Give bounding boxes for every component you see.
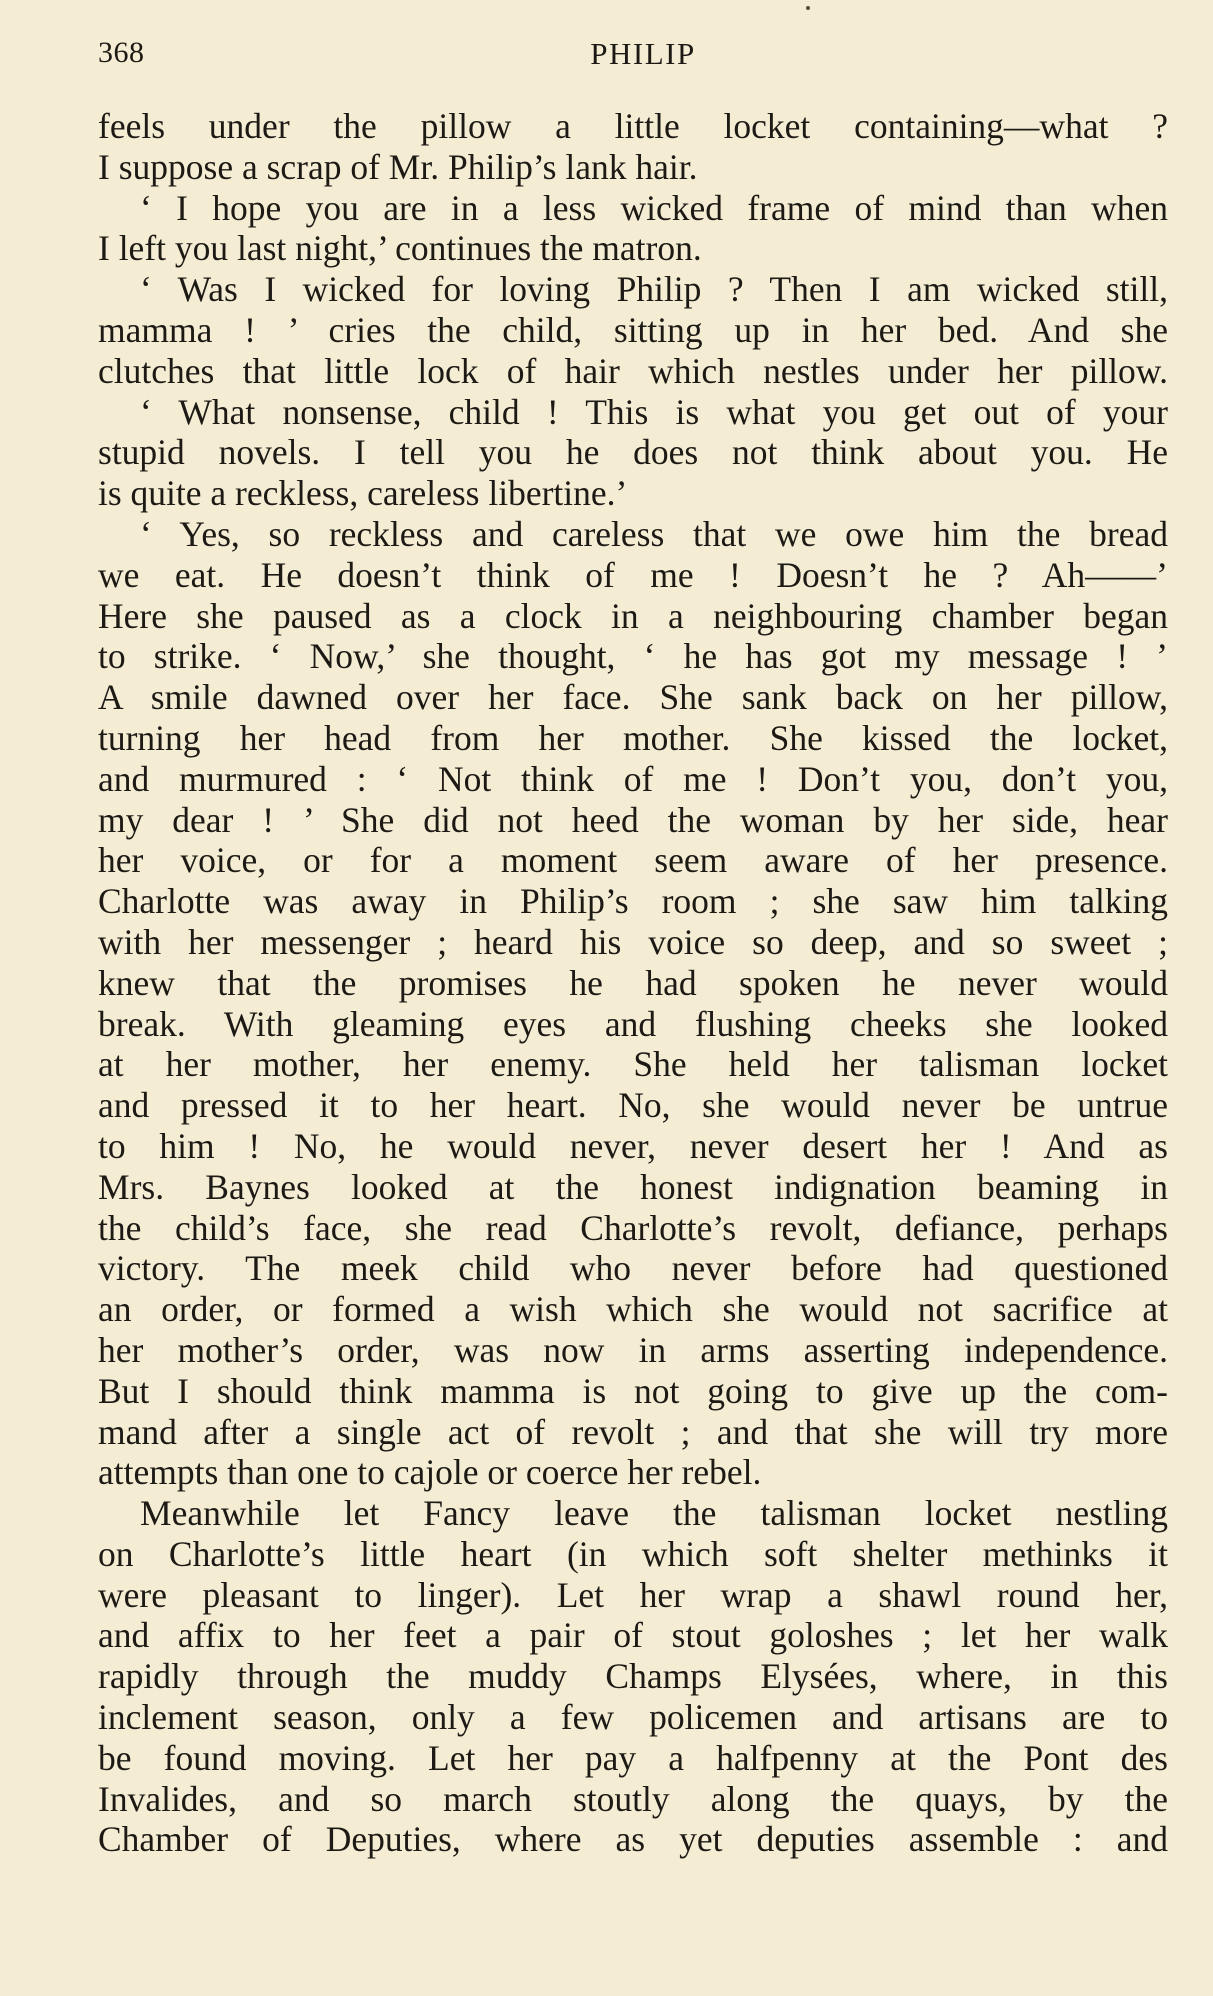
text-line: the child’s face, she read Charlotte’s revolt, defiance, perhaps bbox=[98, 1207, 1168, 1248]
text-line: Here she paused as a clock in a neighbouring chamber began bbox=[98, 595, 1168, 636]
text-line: feels under the pillow a little locket containing—what ? bbox=[98, 106, 1168, 146]
text-line: Meanwhile let Fancy leave the talisman locket nestling bbox=[140, 1493, 1168, 1534]
text-line: ‘ What nonsense, child ! This is what you get out of your bbox=[140, 391, 1168, 432]
text-line: Mrs. Baynes looked at the honest indignation beaming in bbox=[98, 1166, 1168, 1207]
text-line: mamma ! ’ cries the child, sitting up in her bed. And she bbox=[98, 309, 1168, 350]
text-line: and pressed it to her heart. No, she would never be untrue bbox=[98, 1085, 1168, 1126]
text-line: her voice, or for a moment seem aware of her presence. bbox=[98, 840, 1168, 881]
text-line: Chamber of Deputies, where as yet deputies assemble : and bbox=[98, 1819, 1168, 1860]
text-line: her mother’s order, was now in arms asserting independence. bbox=[98, 1329, 1168, 1370]
text-line: knew that the promises he had spoken he never would bbox=[98, 962, 1168, 1003]
text-line: Charlotte was away in Philip’s room ; she saw him talking bbox=[98, 881, 1168, 922]
text-line: and murmured : ‘ Not think of me ! Don’t you, don’t you, bbox=[98, 758, 1168, 799]
text-line: at her mother, her enemy. She held her talisman locket bbox=[98, 1044, 1168, 1085]
text-line: A smile dawned over her face. She sank back on her pillow, bbox=[98, 677, 1168, 718]
text-line: mand after a single act of revolt ; and that she will try more bbox=[98, 1411, 1168, 1452]
text-line: is quite a reckless, careless libertine.’ bbox=[98, 473, 628, 514]
text-line: inclement season, only a few policemen and artisans are to bbox=[98, 1697, 1168, 1738]
text-line: stupid novels. I tell you he does not think about you. He bbox=[98, 432, 1168, 473]
text-line: turning her head from her mother. She kissed the locket, bbox=[98, 717, 1168, 758]
text-line: I suppose a scrap of Mr. Philip’s lank hair. bbox=[98, 146, 698, 187]
text-line: ‘ Was I wicked for loving Philip ? Then I am wicked still, bbox=[140, 269, 1168, 310]
text-line: we eat. He doesn’t think of me ! Doesn’t he ? Ah——’ bbox=[98, 554, 1168, 595]
text-line: I left you last night,’ continues the matron. bbox=[98, 228, 702, 269]
text-line: an order, or formed a wish which she would not sacrifice at bbox=[98, 1289, 1168, 1330]
text-line: rapidly through the muddy Champs Elysées, where, in this bbox=[98, 1656, 1168, 1697]
text-line: victory. The meek child who never before had questioned bbox=[98, 1248, 1168, 1289]
running-head: PHILIP bbox=[590, 36, 696, 71]
text-line: clutches that little lock of hair which nestles under her pillow. bbox=[98, 350, 1168, 391]
page-number: 368 bbox=[98, 36, 145, 69]
ink-speck bbox=[806, 6, 810, 10]
text-line: be found moving. Let her pay a halfpenny at the Pont des bbox=[98, 1737, 1168, 1778]
text-line: on Charlotte’s little heart (in which soft shelter methinks it bbox=[98, 1533, 1168, 1574]
text-line: ‘ Yes, so reckless and careless that we owe him the bread bbox=[140, 513, 1168, 554]
text-line: break. With gleaming eyes and flushing cheeks she looked bbox=[98, 1003, 1168, 1044]
text-line: with her messenger ; heard his voice so deep, and so sweet ; bbox=[98, 921, 1168, 962]
body-text bbox=[98, 106, 1168, 1860]
text-line: attempts than one to cajole or coerce her rebel. bbox=[98, 1452, 762, 1493]
text-line: and affix to her feet a pair of stout goloshes ; let her walk bbox=[98, 1615, 1168, 1656]
text-line: Invalides, and so march stoutly along the quays, by the bbox=[98, 1778, 1168, 1819]
text-line: ‘ I hope you are in a less wicked frame of mind than when bbox=[140, 187, 1168, 228]
page-header bbox=[98, 36, 1168, 76]
text-line: But I should think mamma is not going to give up the com- bbox=[98, 1370, 1168, 1411]
text-line: my dear ! ’ She did not heed the woman by her side, hear bbox=[98, 799, 1168, 840]
text-line: were pleasant to linger). Let her wrap a shawl round her, bbox=[98, 1574, 1168, 1615]
text-line: to him ! No, he would never, never desert her ! And as bbox=[98, 1125, 1168, 1166]
text-line: to strike. ‘ Now,’ she thought, ‘ he has got my message ! ’ bbox=[98, 636, 1168, 677]
